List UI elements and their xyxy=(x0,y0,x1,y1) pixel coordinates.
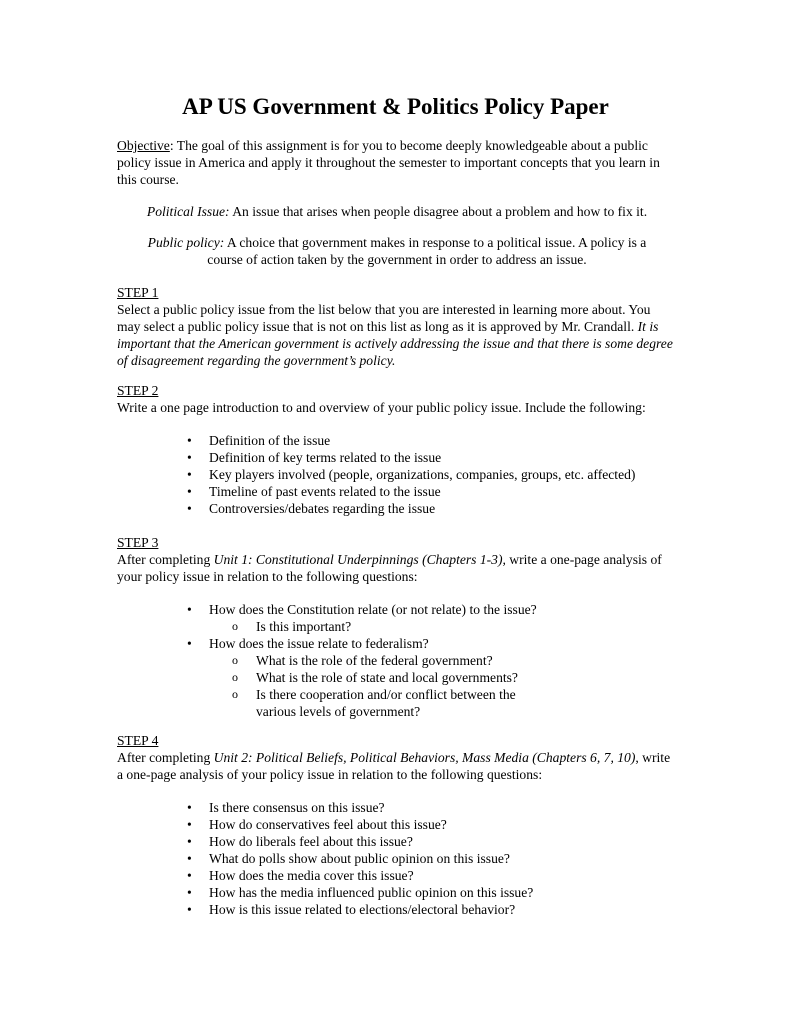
step3-question-2: How does the issue relate to federalism? xyxy=(209,636,429,651)
step3-text-after: write a one-page analysis of your policy issue in relation to the following questions: xyxy=(117,552,662,584)
list-item: • How do conservatives feel about this issue? xyxy=(117,816,677,833)
step3-question-list xyxy=(117,601,677,720)
page-title: AP US Government & Politics Policy Paper xyxy=(182,94,609,119)
step3-q2-sublist xyxy=(117,652,677,720)
step3-question-1: How does the Constitution relate (or not relate) to the issue? xyxy=(209,602,537,617)
objective-paragraph xyxy=(117,137,677,188)
list-item: • Key players involved (people, organizations, companies, groups, etc. affected) xyxy=(117,466,677,483)
list-item: • How does the media cover this issue? xyxy=(117,867,677,884)
step3-text-before: After completing xyxy=(117,552,214,567)
sublist-item: o What is the role of the federal government? xyxy=(117,652,677,669)
step4-section xyxy=(117,732,677,918)
public-policy-definition xyxy=(117,234,677,268)
list-item: • What do polls show about public opinion on this issue? xyxy=(117,850,677,867)
list-item: • How is this issue related to elections/electoral behavior? xyxy=(117,901,677,918)
step1-text: Select a public policy issue from the list below that you are interested in learning more about. You may select a public policy issue that is not on this list as long as it is approved by Mr. Crandall. xyxy=(117,302,651,334)
step3-paragraph xyxy=(117,551,677,585)
objective-text: : The goal of this assignment is for you to become deeply knowledgeable about a public policy issue in America and apply it throughout the semester to important concepts that you learn in this course. xyxy=(117,138,660,187)
step3-heading: STEP 3 xyxy=(117,535,159,550)
step4-text-after: , write a one-page analysis of your policy issue in relation to the following questions: xyxy=(117,750,671,782)
objective-label: Objective xyxy=(117,138,170,153)
list-item: • Controversies/debates regarding the issue xyxy=(117,500,677,517)
step4-bullet-list xyxy=(117,799,677,918)
political-issue-definition xyxy=(117,203,677,220)
step4-unit: Unit 2: Political Beliefs, Political Behaviors, Mass Media (Chapters 6, 7, 10) xyxy=(213,750,636,765)
list-item xyxy=(117,635,677,720)
step1-italic-text: It is important that the American government is actively addressing the issue and that there is some degree of disagreement regarding the government’s policy. xyxy=(117,319,673,368)
sublist-item: o What is the role of state and local governments? xyxy=(117,669,677,686)
political-issue-term: Political Issue: xyxy=(146,204,230,219)
step2-section xyxy=(117,382,677,517)
step2-heading: STEP 2 xyxy=(117,383,159,398)
list-item: • How do liberals feel about this issue? xyxy=(117,833,677,850)
list-item: • Timeline of past events related to the issue xyxy=(117,483,677,500)
step3-q1-sublist xyxy=(117,618,677,635)
step3-unit: Unit 1: Constitutional Underpinnings (Chapters 1-3), xyxy=(213,552,506,567)
list-item: • How has the media influenced public opinion on this issue? xyxy=(117,884,677,901)
list-item: • Is there consensus on this issue? xyxy=(117,799,677,816)
list-item xyxy=(117,601,677,635)
step2-bullet-list xyxy=(117,432,677,517)
step4-heading: STEP 4 xyxy=(117,733,159,748)
step4-paragraph xyxy=(117,749,677,783)
list-item: • Definition of the issue xyxy=(117,432,677,449)
public-policy-term: Public policy: xyxy=(147,235,225,250)
sublist-item: o Is this important? xyxy=(117,618,677,635)
public-policy-text-line1: A choice that government makes in response to a political issue. A policy is a xyxy=(224,235,647,250)
public-policy-text-line2: course of action taken by the government in order to address an issue. xyxy=(207,252,587,267)
sublist-item: o Is there cooperation and/or conflict between the various levels of government? xyxy=(117,686,677,720)
political-issue-text: An issue that arises when people disagree about a problem and how to fix it. xyxy=(229,204,648,219)
step2-text: Write a one page introduction to and overview of your public policy issue. Include the following: xyxy=(117,400,646,415)
step4-text-before: After completing xyxy=(117,750,214,765)
list-item: • Definition of key terms related to the issue xyxy=(117,449,677,466)
step3-section xyxy=(117,534,677,720)
step1-heading: STEP 1 xyxy=(117,285,159,300)
step1-paragraph xyxy=(117,301,677,369)
step1-section xyxy=(117,284,677,369)
